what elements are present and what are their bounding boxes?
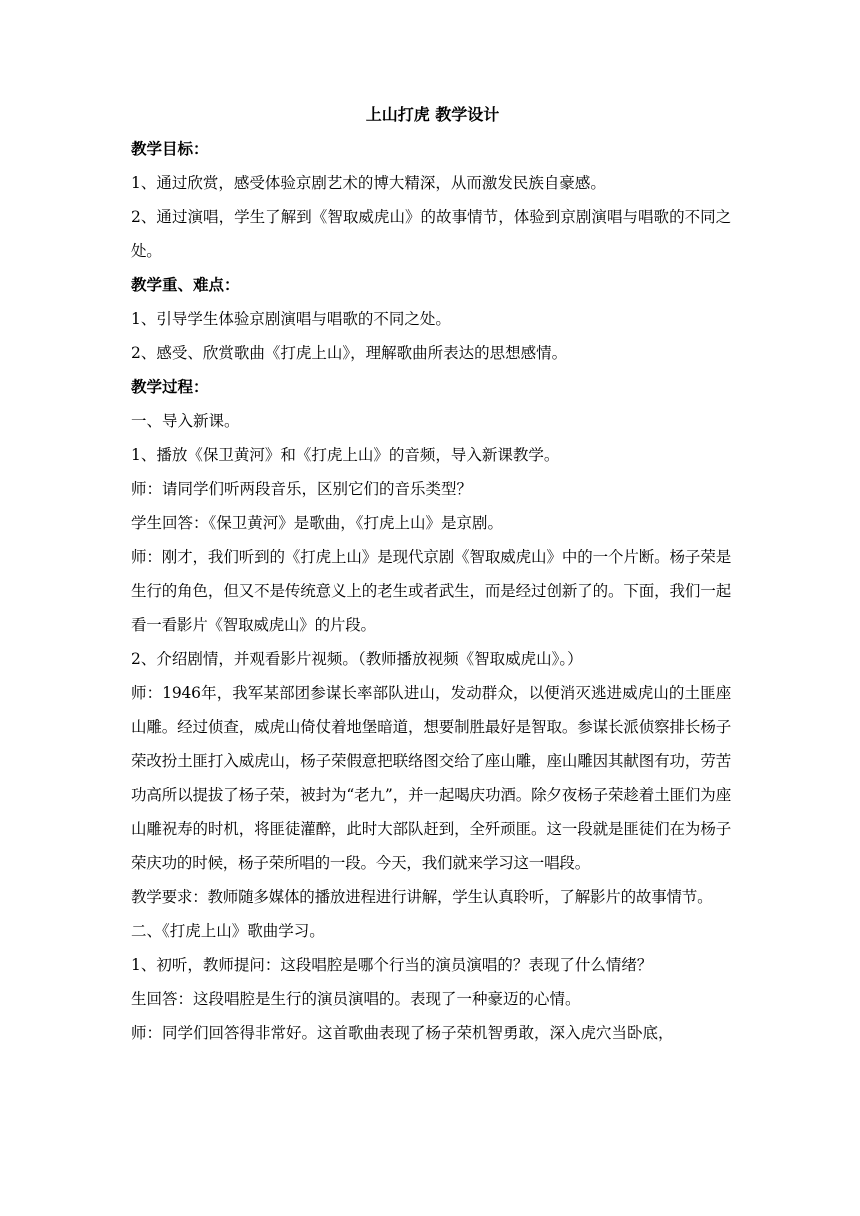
teacher-paragraph-1: 师：刚才，我们听到的《打虎上山》是现代京剧《智取威虎山》中的一个片断。杨子荣是生行的角色，但又不是传统意义上的老生或者武生，而是经过创新了的。下面，我们一起看一看影片《智取威虎山》的片段。: [131, 548, 731, 634]
key-point-item-1: 1、引导学生体验京剧演唱与唱歌的不同之处。: [131, 310, 451, 328]
process-step-2: 2、介绍剧情，并观看影片视频。（教师播放视频《智取威虎山》。）: [131, 650, 583, 668]
process-step-3: 1、初听，教师提问：这段唱腔是哪个行当的演员演唱的？表现了什么情绪？: [131, 956, 653, 974]
document-page: [131, 98, 731, 1050]
teacher-paragraph-3: 师：同学们回答得非常好。这首歌曲表现了杨子荣机智勇敢，深入虎穴当卧底，: [131, 1024, 674, 1042]
process-heading: 教学过程：: [131, 378, 209, 396]
objective-item-2: 2、通过演唱，学生了解到《智取威虎山》的故事情节，体验到京剧演唱与唱歌的不同之处。: [131, 208, 731, 260]
student-answer-1: 学生回答：《保卫黄河》是歌曲，《打虎上山》是京剧。: [131, 514, 504, 532]
teaching-requirement: 教学要求：教师随多媒体的播放进程进行讲解，学生认真聆听，了解影片的故事情节。: [131, 888, 713, 906]
document-title: 上山打虎 教学设计: [365, 105, 500, 124]
teacher-question-1: 师：请同学们听两段音乐，区别它们的音乐类型？: [131, 480, 473, 498]
section-1-title: 一、导入新课。: [131, 412, 240, 430]
section-2-title: 二、《打虎上山》歌曲学习。: [131, 922, 325, 940]
objective-item-1: 1、通过欣赏，感受体验京剧艺术的博大精深，从而激发民族自豪感。: [131, 174, 606, 192]
key-points-heading: 教学重、难点：: [131, 276, 240, 294]
student-answer-2: 生回答：这段唱腔是生行的演员演唱的。表现了一种豪迈的心情。: [131, 990, 581, 1008]
teacher-paragraph-2: 师：1946年，我军某部团参谋长率部队进山，发动群众，以便消灭逃进威虎山的土匪座山雕。经过侦查，威虎山倚仗着地堡暗道，想要制胜最好是智取。参谋长派侦察排长杨子荣改扮土匪打入威虎山，杨子荣假意把联络图交给了座山雕，座山雕因其献图有功，劳苦功高所以提拔了杨子荣，被封为“老九”，并一起喝庆功酒。除夕夜杨子荣趁着土匪们为座山雕祝寿的时机，将匪徒灌醉，此时大部队赶到，全歼顽匪。这一段就是匪徒们在为杨子荣庆功的时候，杨子荣所唱的一段。今天，我们就来学习这一唱段。: [131, 684, 731, 872]
objectives-heading: 教学目标：: [131, 140, 209, 158]
key-point-item-2: 2、感受、欣赏歌曲《打虎上山》，理解歌曲所表达的思想感情。: [131, 344, 568, 362]
process-step-1: 1、播放《保卫黄河》和《打虎上山》的音频，导入新课教学。: [131, 446, 560, 464]
